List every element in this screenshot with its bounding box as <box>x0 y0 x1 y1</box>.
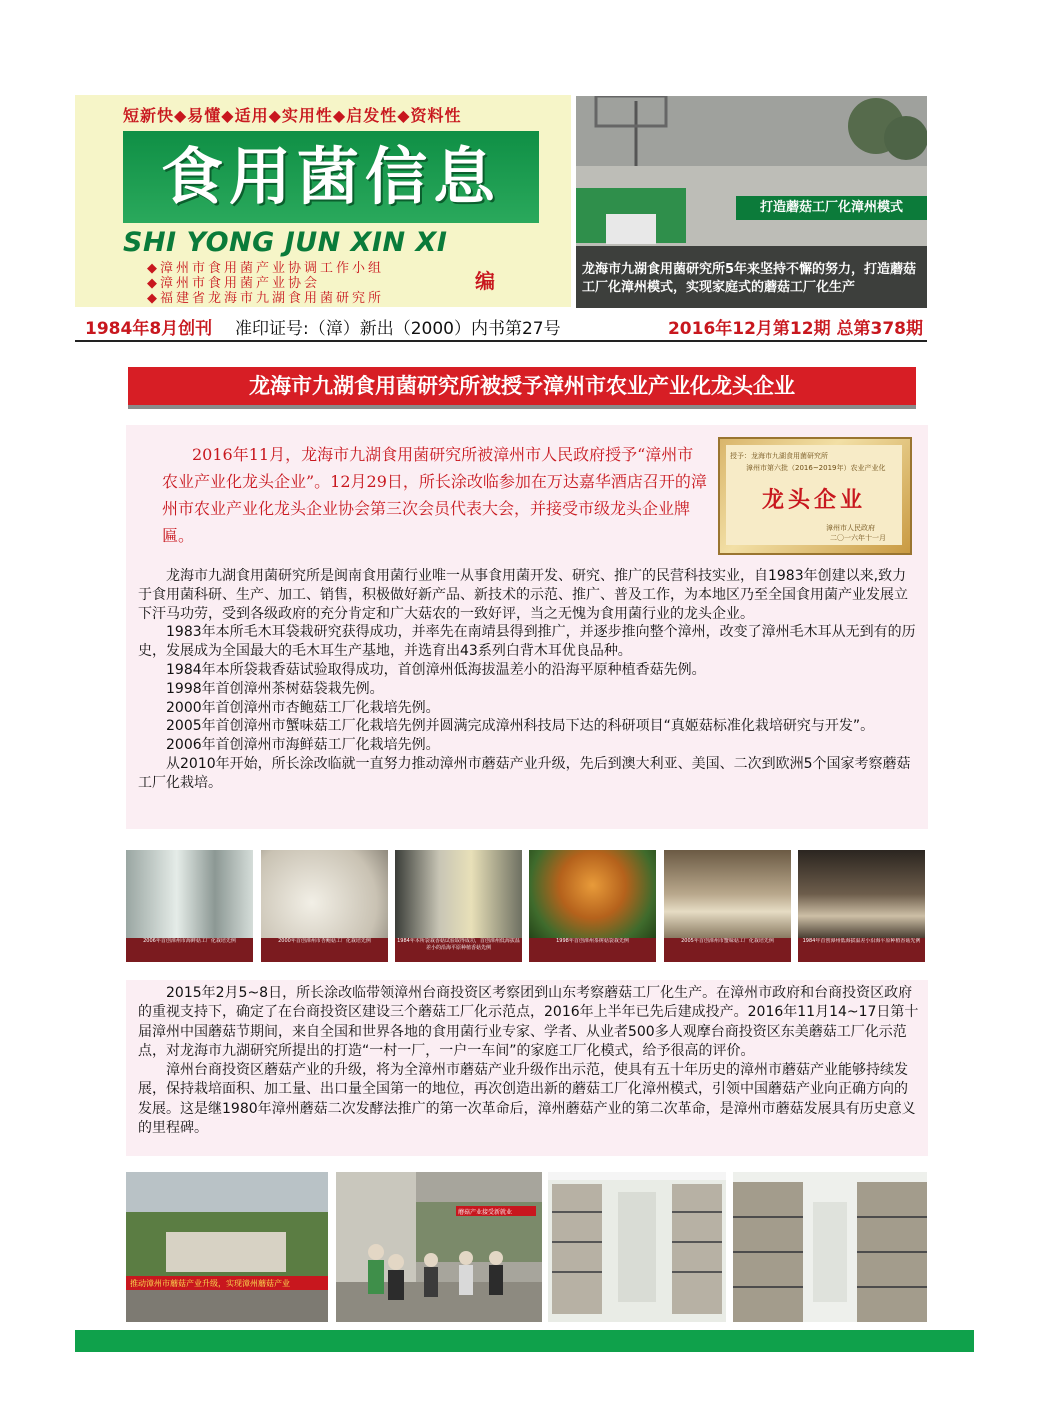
paragraph: 2015年2月5~8日，所长涂改临带领漳州台商投资区考察团到山东考察蘑菇工厂化生产。在漳州市政府和台商投资区政府的重视支持下，确定了在台商投资区建设三个蘑菇工厂化示范点，2016年上半年已先后建成投产。2016年11月14~17日第十届漳州中国蘑菇节期间，来自全国和世界各地的食用菌行业专家、学者、从业者500多人观摩台商投资区东美蘑菇工厂化示范点，对龙海市九湖研究所提出的打造“一村一厂，一户一车间”的家庭工厂化模式，给予很高的评价。 <box>138 985 919 1059</box>
growing-room-scene <box>548 1172 726 1322</box>
paragraph: 1998年首创漳州茶树菇袋栽先例。 <box>166 680 384 697</box>
paragraph: 1984年本所袋栽香菇试验取得成功，首创漳州低海拔温差小的沿海平原种植香菇先例。 <box>166 661 706 678</box>
paragraph: 2006年首创漳州市海鲜菇工厂化栽培先例。 <box>166 737 440 754</box>
visitors-photo <box>336 1172 542 1322</box>
newspaper-title: 食用菌信息 <box>160 140 501 213</box>
photo-caption: 1984年本所袋栽香菇试验取得成功，首创漳州低海拔温差小的沿海平原种植香菇先例 <box>395 938 522 962</box>
lead-paragraph: 2016年11月，龙海市九湖食用菌研究所被漳州市人民政府授予“漳州市农业产业化龙头企业”。12月29日，所长涂改临参加在万达嘉华酒店召开的漳州市农业产业化龙头企业协会第三次会员代表大会，并接受市级龙头企业牌匾。 <box>162 445 707 545</box>
mushroom-shelves-photo <box>733 1172 927 1322</box>
issue-number: 2016年12月第12期 总第378期 <box>667 319 923 339</box>
growing-room-photo <box>548 1172 726 1322</box>
plaque-face <box>726 445 902 545</box>
banner-text: 推动漳州市蘑菇产业升级，实现漳州蘑菇产业 <box>130 1279 290 1288</box>
factory-photo <box>576 96 927 308</box>
plaque-title: 龙头企业 <box>761 487 866 513</box>
article-main <box>126 425 928 829</box>
award-plaque <box>718 437 912 555</box>
newspaper-title-pinyin: SHI YONG JUN XIN XI <box>123 227 448 258</box>
factory-exterior-photo <box>126 1172 328 1322</box>
photo-caption: 2000年首创漳州市杏鲍菇工厂化栽培先例 <box>261 938 388 962</box>
plaque-recipient: 授予：龙海市九湖食用菌研究所 <box>730 452 828 460</box>
photo-tile <box>395 850 522 962</box>
mushroom-photo <box>798 850 925 938</box>
banner-text: 蘑菇产业接受新就业 <box>458 1209 513 1216</box>
paragraph: 龙海市九湖食用菌研究所是闽南食用菌行业唯一从事食用菌开发、研究、推广的民营科技实业，自1983年创建以来,致力于食用菌科研、生产、加工、销售，积极做好新产品、新技术的示范、推广、普及工作，为本地区乃至全国食用菌产业发展立下汗马功劳，受到各级政府的充分肯定和广大菇农的一致好评，当之无愧为食用菌行业的龙头企业。 <box>138 568 908 622</box>
mushroom-photo <box>395 850 522 938</box>
article-body <box>138 984 920 1138</box>
paragraph: 2005年首创漳州市蟹味菇工厂化栽培先例并圆满完成漳州科技局下达的科研项目“真姬菇标准化栽培研究与开发”。 <box>166 718 875 735</box>
article-secondary <box>126 980 928 1156</box>
headline: 龙海市九湖食用菌研究所被授予漳州市农业产业化龙头企业 <box>249 374 795 398</box>
plaque-batch: 漳州市第六批（2016~2019年）农业产业化 <box>746 464 886 472</box>
plaque-date: 二〇一六年十一月 <box>830 534 886 542</box>
issue-line <box>75 310 927 342</box>
title-box <box>123 131 539 223</box>
plaque-issuer: 漳州市人民政府 <box>826 524 875 532</box>
factory-exterior-scene <box>126 1172 328 1322</box>
headline-bar <box>128 367 916 409</box>
mushroom-photo <box>664 850 791 938</box>
photo-caption: 龙海市九湖食用菌研究所5年来坚持不懈的努力，打造蘑菇工厂化漳州模式，实现家庭式的蘑菇工厂化生产 <box>582 262 917 295</box>
footer-bar <box>75 1330 974 1352</box>
masthead <box>75 95 571 307</box>
visitors-scene <box>336 1172 542 1322</box>
mushroom-photo <box>126 850 253 938</box>
editor-line-3: ◆福建省龙海市九湖食用菌研究所 <box>147 291 384 306</box>
editor-line-2: ◆漳州市食用菌产业协会 <box>147 276 320 291</box>
paragraph: 从2010年开始，所长涂改临就一直努力推动漳州市蘑菇产业升级，先后到澳大利亚、美国、二次到欧洲5个国家考察蘑菇工厂化栽培。 <box>138 755 911 791</box>
photo-tile <box>261 850 388 962</box>
photo-tile <box>126 850 253 962</box>
paragraph: 漳州台商投资区蘑菇产业的升级，将为全漳州市蘑菇产业升级作出示范，使具有五十年历史的漳州市蘑菇产业能够持续发展，保持栽培面积、加工量、出口量全国第一的地位，再次创造出新的蘑菇工厂化漳州模式，引领中国蘑菇产业向正确方向的发展。这是继1980年漳州蘑菇二次发酵法推广的第一次革命后，漳州蘑菇产业的第二次革命，是漳州市蘑菇发展具有历史意义的里程碑。 <box>138 1062 916 1137</box>
editor-line-1: ◆漳州市食用菌产业协调工作小组 <box>147 261 384 276</box>
slogan: 短新快◆易懂◆适用◆实用性◆启发性◆资料性 <box>123 106 462 125</box>
photo-tile <box>664 850 791 962</box>
photo-caption: 2005年首创漳州市蟹味菇工厂化栽培先例 <box>664 938 791 962</box>
photo-caption: 1984年首创漳州低海拔温差小沿海平原种植香菇先例 <box>798 938 925 962</box>
mushroom-photo <box>261 850 388 938</box>
paragraph: 1983年本所毛木耳袋栽研究获得成功，并率先在南靖县得到推广，并逐步推向整个漳州，改变了漳州毛木耳从无到有的历史，发展成为全国最大的毛木耳生产基地，并选育出43系列白背木耳优良品种。 <box>138 624 916 660</box>
mushroom-photo <box>529 850 656 938</box>
paragraph: 2000年首创漳州市杏鲍菇工厂化栽培先例。 <box>166 699 440 716</box>
editor-mark: 编 <box>475 269 495 293</box>
article-body <box>138 567 920 793</box>
mushroom-shelves-scene <box>733 1172 927 1322</box>
photo-tile <box>798 850 925 962</box>
photo-caption: 1998年首创漳州茶树菇袋栽先例 <box>529 938 656 962</box>
factory-banner: 打造蘑菇工厂化漳州模式 <box>736 196 927 220</box>
print-license: 准印证号:（漳）新出（2000）内书第27号 <box>235 319 561 339</box>
photo-tile <box>529 850 656 962</box>
founded-date: 1984年8月创刊 <box>85 319 213 339</box>
photo-caption: 2006年首创漳州市海鲜菇工厂化栽培先例 <box>126 938 253 962</box>
